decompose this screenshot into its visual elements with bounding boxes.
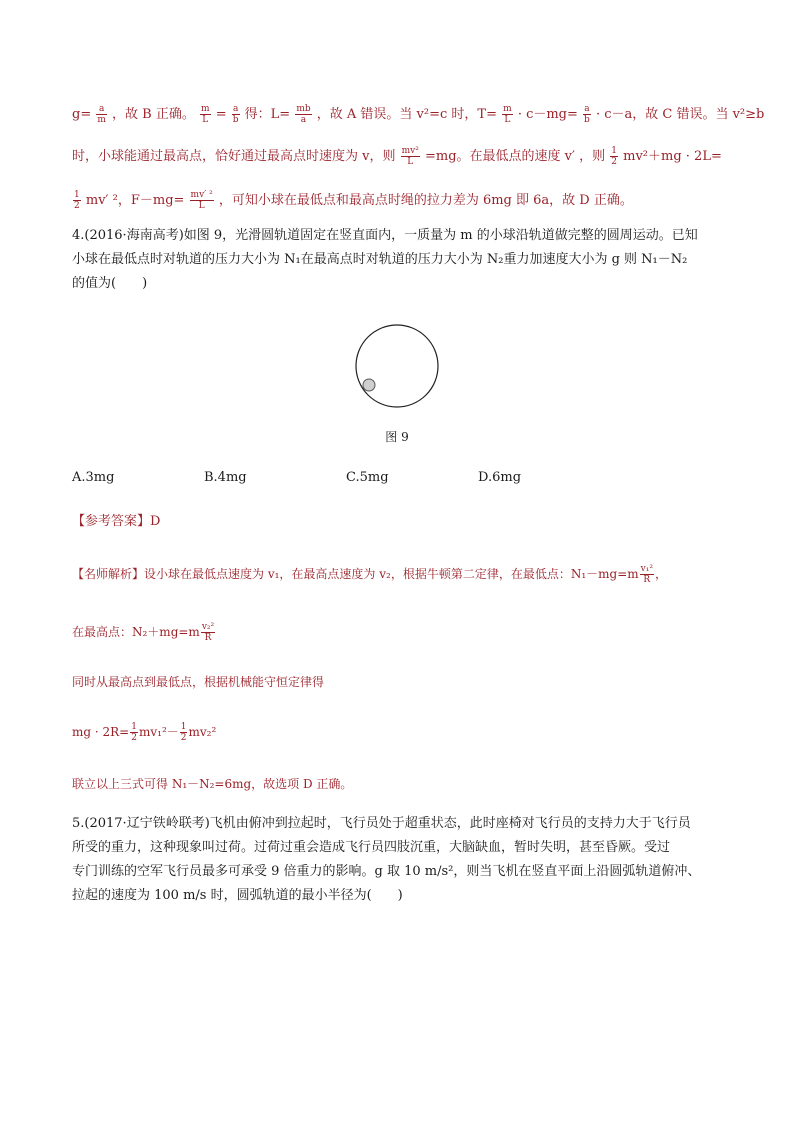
watermark-logo bbox=[244, 719, 266, 755]
option-c[interactable]: C.5mg bbox=[346, 470, 389, 485]
fraction: $\frac{\text{v₂²}}{R}$ bbox=[201, 622, 215, 643]
fraction: $\frac{\text{v₁²}}{R}$ bbox=[640, 564, 653, 585]
reference-answer bbox=[72, 510, 160, 529]
fraction: $\frac{1}{2}$ bbox=[180, 722, 187, 743]
analysis-line-4: mg · 2R= $\frac{1}{2}$ mv₁²－ $\frac{1}{2}$ mv₂² bbox=[72, 722, 217, 743]
answer-label: 【参考答案】 bbox=[72, 514, 151, 529]
question-5-line-4: 拉起的速度为 100 m/s 时，圆弧轨道的最小半径为( ) bbox=[72, 888, 403, 903]
fraction: $\frac{a}{m}$ bbox=[97, 104, 106, 125]
fraction: $\frac{m}{L}$ bbox=[503, 104, 512, 125]
fraction: $\frac{\text{mv²}}{L}$ bbox=[401, 146, 419, 167]
question-5-line-1: 5.(2017·辽宁铁岭联考)飞机由俯冲到拉起时，飞行员处于超重状态，此时座椅对飞行员的支持力大于飞行员 bbox=[72, 816, 691, 831]
solution-line-2: 时，小球能通过最高点，恰好通过最高点时速度为 v，则 $\frac{\text{mv²}}{L}$ =mg。在最低点的速度 v′ ，则 $\frac{1}{2}$ mv²＋mg · 2L= bbox=[72, 146, 722, 167]
option-b[interactable]: B.4mg bbox=[204, 470, 247, 485]
analysis-label: 【名师解析】 bbox=[72, 567, 145, 581]
solution-line-1: g= $\frac{a}{m}$ ，故 B 正确。 $\frac{m}{L}$ = $\frac{a}{b}$ 得：L= $\frac{mb}{a}$ ，故 A 错误。当 v²=c 时，T= $\frac{m}{L}$ · c－mg= $\frac{a}{b}$ · c－a，故 C 错误。当 v²≥b bbox=[72, 104, 765, 125]
fraction: $\frac{a}{b}$ bbox=[232, 104, 239, 125]
analysis-line-2: 在最高点：N₂＋mg=m $\frac{\text{v₂²}}{R}$ bbox=[72, 622, 215, 643]
question-5 bbox=[72, 812, 722, 908]
fraction: $\frac{1}{2}$ bbox=[131, 722, 137, 743]
fraction: $\frac{m}{L}$ bbox=[201, 104, 210, 125]
question-4-line-1: 4.(2016·海南高考)如图 9，光滑圆轨道固定在竖直面内，一质量为 m 的小球沿轨道做完整的圆周运动。已知 bbox=[72, 228, 698, 243]
analysis-line-1: 【名师解析】设小球在最低点速度为 v₁，在最高点速度为 v₂，根据牛顿第二定律，在最低点：N₁－mg=m $\frac{\text{v₁²}}{R}$ ， bbox=[72, 564, 667, 585]
question-4-line-3: 的值为( ) bbox=[72, 276, 148, 291]
answer-value: D bbox=[150, 514, 161, 529]
figure-caption: 图 9 bbox=[385, 430, 409, 444]
question-5-line-2: 所受的重力，这种现象叫过荷。过荷过重会造成飞行员四肢沉重，大脑缺血，暂时失明，甚至昏厥。受过 bbox=[72, 840, 671, 855]
question-4-line-2: 小球在最低点时对轨道的压力大小为 N₁在最高点时对轨道的压力大小为 N₂重力加速度大小为 g 则 N₁－N₂ bbox=[72, 252, 688, 267]
fraction: $\frac{a}{b}$ bbox=[584, 104, 590, 125]
ball-icon bbox=[363, 379, 375, 391]
fraction: $\frac{1}{2}$ bbox=[74, 190, 80, 211]
question-5-line-3: 专门训练的空军飞行员最多可承受 9 倍重力的影响。g 取 10 m/s²，则当飞机在竖直平面上沿圆弧轨道俯冲、 bbox=[72, 864, 701, 879]
fraction: $\frac{\text{mv′ ²}}{L}$ bbox=[190, 190, 213, 211]
circle-track-icon bbox=[356, 325, 438, 407]
analysis-line-5: 联立以上三式可得 N₁－N₂=6mg，故选项 D 正确。 bbox=[72, 777, 353, 791]
solution-line-3: $\frac{1}{2}$ mv′ ²，F－mg= $\frac{\text{mv′ ²}}{L}$ ，可知小球在最低点和最高点时绳的拉力差为 6mg 即 6a，故 D 正确。 bbox=[74, 190, 633, 211]
option-d[interactable]: D.6mg bbox=[478, 470, 522, 485]
analysis-line-3: 同时从最高点到最低点，根据机械能守恒定律得 bbox=[72, 675, 325, 689]
option-a[interactable]: A.3mg bbox=[72, 470, 115, 485]
fraction: $\frac{mb}{a}$ bbox=[296, 104, 311, 125]
fraction: $\frac{1}{2}$ bbox=[611, 146, 617, 167]
question-4 bbox=[72, 224, 722, 296]
figure-9-circle-track bbox=[0, 320, 794, 430]
